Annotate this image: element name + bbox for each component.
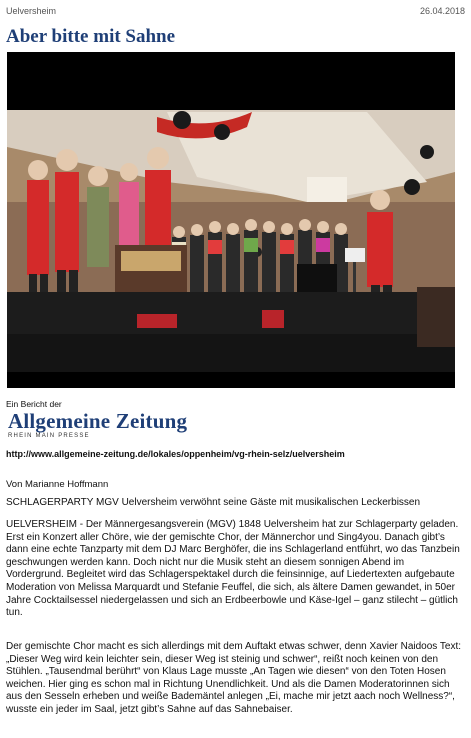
article-paragraph-2: Der gemischte Chor macht es sich allerdings mit dem Auftakt etwas schwer, denn Xavier Naidoos Text: „Dieser Weg wird kein leichter sein, dieser Weg ist steinig und schwer“, reißt noch keinen von den Stühlen. „Tausendmal berührt“ von Klaus Lage musste „An Tagen wie diesen“ von den Toten Hosen weichen. Hier ging es schon mal in Richtung Unendlichkeit. Und als die Damen Moderatorinnen sich aus den Sesseln erheben und weiße Bademäntel anlegen „Ei, mache mir jetzt aach noch Wellness?“, wusste ein jeder im Saal, jetzt gibt’s Sahne auf das Sahnebaiser. xyxy=(6,641,462,715)
article-title: Aber bitte mit Sahne xyxy=(6,26,176,47)
report-by-label: Ein Bericht der xyxy=(6,399,62,409)
source-url-link[interactable]: http://www.allgemeine-zeitung.de/lokales/oppenheim/vg-rhein-selz/uelversheim xyxy=(6,449,345,459)
publication-subtitle: RHEIN MAIN PRESSE xyxy=(8,433,90,439)
choir-scene-illustration xyxy=(7,52,455,388)
article-teaser: SCHLAGERPARTY MGV Uelversheim verwöhnt seine Gäste mit musikalischen Leckerbissen xyxy=(6,497,421,508)
location-label: Uelversheim xyxy=(6,6,57,16)
author-byline: Von Marianne Hoffmann xyxy=(6,479,109,490)
article-paragraph-1: UELVERSHEIM - Der Männergesangsverein (MGV) 1848 Uelversheim hat zur Schlagerparty geladen. Erst ein Konzert aller Chöre, wie der gemischte Chor, der Männerchor und Sing4you. Danach gibt’s dann eine echte Tanzparty mit dem DJ Marc Berghöfer, die ins Schlagerland entführt, wo das Tanzbein geschwungen werden kann. Doch nicht nur die Musik steht an diesem sonnigen Abend im Vordergrund. Begleitet wird das Schlagerspektakel durch die feinsinnige, auf Liedertexten aufgebaute Moderation von Melissa Marquardt und Stefanie Feuffel, die sich, als ältere Damen gewandet, in 50er Jahre Cocktailsessel niedergelassen und sich an Erdbeerbowle und Käse-Igel – ganz stilecht – gütlich tun. xyxy=(6,519,460,619)
concert-photo xyxy=(7,52,455,388)
date-label: 26.04.2018 xyxy=(419,6,465,16)
meta-bar xyxy=(6,4,465,18)
publication-name: Allgemeine Zeitung xyxy=(8,409,188,433)
publication-logo xyxy=(8,410,187,439)
